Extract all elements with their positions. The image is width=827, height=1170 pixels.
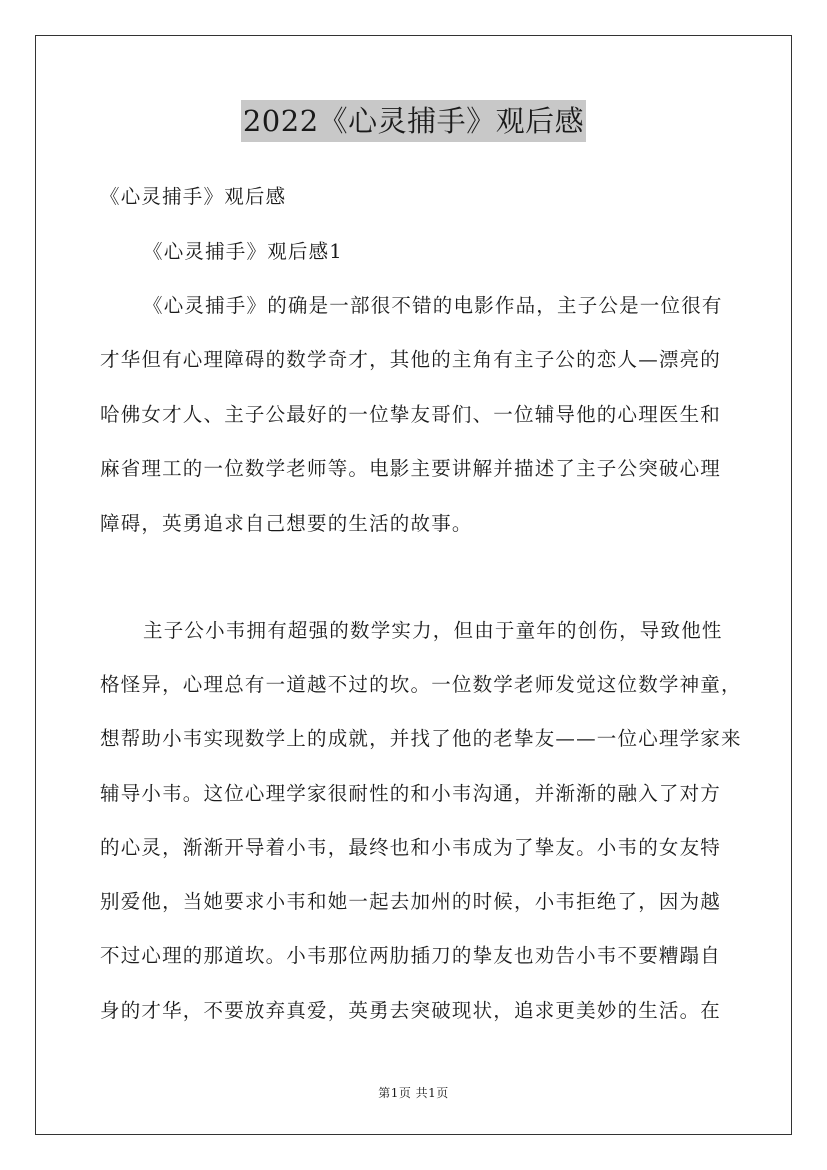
subtitle: 《心灵捕手》观后感: [100, 185, 287, 208]
paragraph-1-line-2: 才华但有心理障碍的数学奇才，其他的主角有主子公的恋人—漂亮的: [100, 348, 722, 371]
page-footer: 第1页 共1页: [378, 1086, 449, 1100]
document-title: 2022《心灵捕手》观后感: [241, 100, 586, 142]
paragraph-1-line-3: 哈佛女才人、主子公最好的一位挚友哥们、一位辅导他的心理医生和: [100, 403, 722, 426]
paragraph-2-line-4: 辅导小韦。这位心理学家很耐性的和小韦沟通，并渐渐的融入了对方: [100, 782, 722, 805]
paragraph-1-line-4: 麻省理工的一位数学老师等。电影主要讲解并描述了主子公突破心理: [100, 457, 722, 480]
paragraph-2-line-8: 身的才华，不要放弃真爱，英勇去突破现状，追求更美妙的生活。在: [100, 999, 722, 1022]
paragraph-1-line-5: 障碍，英勇追求自己想要的生活的故事。: [100, 512, 473, 535]
title-container: [0, 100, 827, 142]
paragraph-2-line-6: 别爱他，当她要求小韦和她一起去加州的时候，小韦拒绝了，因为越: [100, 890, 722, 913]
paragraph-2-line-2: 格怪异，心理总有一道越不过的坎。一位数学老师发觉这位数学神童，: [100, 673, 742, 696]
paragraph-2-line-5: 的心灵，渐渐开导着小韦，最终也和小韦成为了挚友。小韦的女友特: [100, 836, 722, 859]
paragraph-1-line-1: 《心灵捕手》的确是一部很不错的电影作品，主子公是一位很有: [143, 294, 723, 317]
paragraph-2-line-7: 不过心理的那道坎。小韦那位两肋插刀的挚友也劝告小韦不要糟蹋自: [100, 944, 722, 967]
paragraph-2-line-3: 想帮助小韦实现数学上的成就，并找了他的老挚友——一位心理学家来: [100, 727, 742, 750]
paragraph-2-line-1: 主子公小韦拥有超强的数学实力，但由于童年的创伤，导致他性: [143, 619, 723, 642]
section-heading: 《心灵捕手》观后感1: [143, 240, 343, 263]
